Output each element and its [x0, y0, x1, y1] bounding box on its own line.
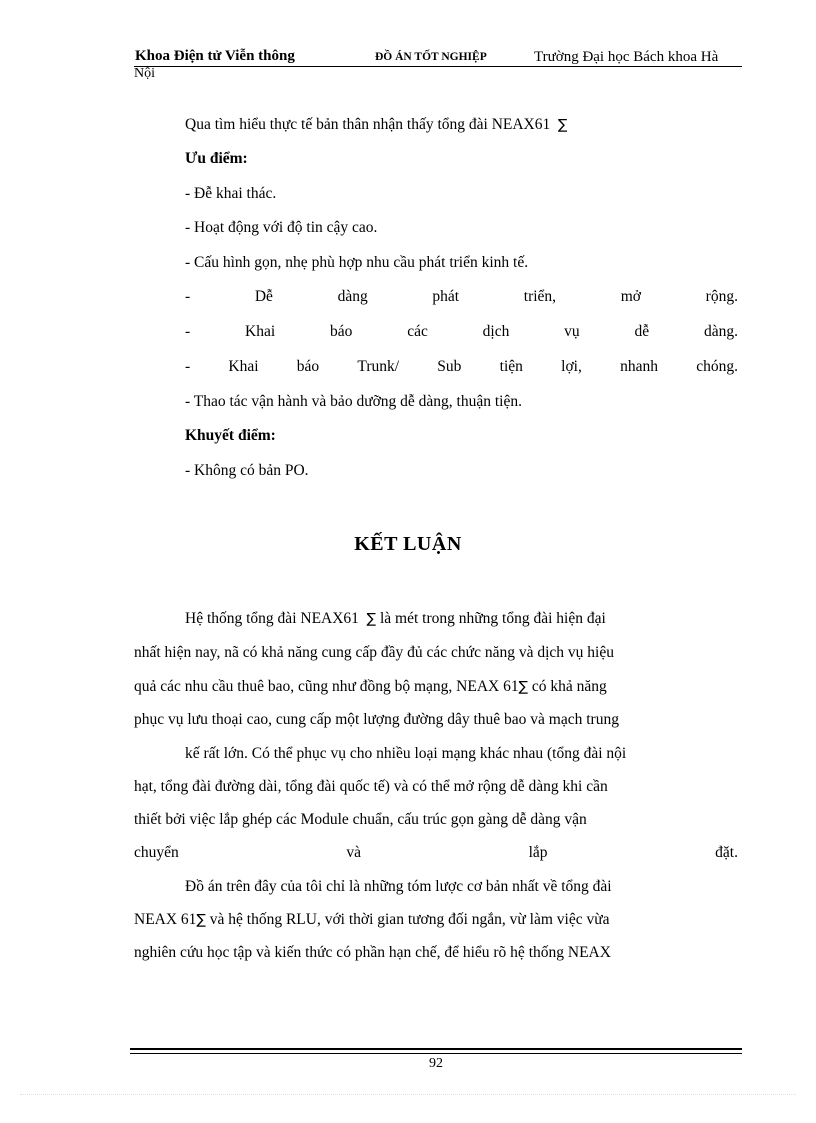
- paragraph-line: Đồ án trên đây của tôi chỉ là những tóm lược cơ bản nhất về tổng đài: [185, 878, 612, 895]
- word: -: [185, 323, 191, 340]
- sigma-symbol: ∑: [558, 117, 568, 133]
- advantage-item: - Cấu hình gọn, nhẹ phù hợp nhu cầu phát triển kinh tế.: [185, 254, 529, 271]
- paragraph-line: hạt, tổng đài đường dài, tổng đài quốc tế) và có thể mở rộng dễ dàng khi cần: [134, 778, 608, 795]
- word: lợi,: [561, 358, 582, 375]
- intro-text: Qua tìm hiểu thực tế bản thân nhận thấy tổng đài NEAX61: [185, 116, 551, 133]
- footer-rule: [130, 1053, 742, 1054]
- sigma-symbol: ∑: [366, 611, 377, 627]
- paragraph-line: nghiên cứu học tập và kiến thức có phần hạn chế, để hiểu rõ hệ thống NEAX: [134, 944, 611, 961]
- word: rộng.: [705, 288, 738, 305]
- word: đặt.: [715, 844, 738, 861]
- sigma-symbol: ∑: [196, 912, 206, 928]
- word: báo: [296, 358, 320, 375]
- conclusion-title: KẾT LUẬN: [354, 533, 462, 555]
- header-faculty: Khoa Điện tử Viễn thông: [135, 48, 295, 64]
- word: chuyển: [134, 844, 179, 861]
- advantage-item: - Thao tác vận hành và bảo dưỡng dễ dàng, thuận tiện.: [185, 393, 522, 410]
- word: -: [185, 288, 191, 305]
- word: dàng.: [703, 323, 738, 340]
- header-doc-title: ĐỒ ÁN TỐT NGHIỆP: [375, 51, 487, 63]
- paragraph-line: phục vụ lưu thoại cao, cung cấp một lượng đường dây thuê bao và mạch trung: [134, 711, 619, 728]
- word: dịch: [482, 323, 510, 340]
- text: là mét trong những tổng đài hiện đại: [379, 610, 606, 627]
- advantage-item-justified: [185, 288, 738, 306]
- paragraph-line-justified: [134, 844, 738, 862]
- paragraph-line: nhất hiện nay, nã có khả năng cung cấp đầy đủ các chức năng và dịch vụ hiệu: [134, 644, 614, 661]
- word: Sub: [437, 358, 462, 375]
- header-rule: [134, 66, 742, 67]
- paragraph-line: kế rất lớn. Có thể phục vụ cho nhiều loại mạng khác nhau (tổng đài nội: [185, 745, 627, 762]
- page-edge-dots: [20, 1094, 796, 1095]
- advantage-item-justified: [185, 323, 738, 341]
- word: chóng.: [696, 358, 738, 375]
- advantage-item: - Hoạt động với độ tin cậy cao.: [185, 219, 378, 236]
- word: Khai: [228, 358, 259, 375]
- disadvantage-item: - Không có bản PO.: [185, 462, 309, 479]
- word: các: [407, 323, 428, 340]
- word: báo: [329, 323, 353, 340]
- word: -: [185, 358, 191, 375]
- text: NEAX 61: [134, 911, 197, 928]
- sigma-symbol: ∑: [518, 679, 529, 695]
- word: Trunk/: [357, 358, 400, 375]
- footer-rule: [130, 1048, 742, 1050]
- word: dàng: [337, 288, 368, 305]
- word: lắp: [528, 844, 548, 861]
- page-number: 92: [429, 1056, 443, 1071]
- text: Hệ thống tổng đài NEAX61: [185, 610, 359, 627]
- header-university: Trường Đại học Bách khoa Hà: [534, 49, 719, 65]
- paragraph-line: thiết bởi việc lắp ghép các Module chuẩn, cấu trúc gọn gàng dễ dàng vận: [134, 811, 587, 828]
- word: triển,: [523, 288, 557, 305]
- word: vụ: [564, 323, 580, 340]
- word: dễ: [634, 323, 650, 340]
- text: và hệ thống RLU, với thời gian tương đối ngắn, vừ làm việc vừa: [209, 911, 610, 928]
- paragraph-line: [134, 678, 607, 696]
- word: Dễ: [254, 288, 273, 305]
- advantage-item-justified: [185, 358, 738, 376]
- word: nhanh: [620, 358, 658, 375]
- word: và: [346, 844, 362, 861]
- word: tiện: [499, 358, 523, 375]
- intro-line: [185, 116, 567, 134]
- text: có khả năng: [531, 678, 607, 695]
- word: phát: [432, 288, 460, 305]
- paragraph-line: [134, 911, 610, 929]
- disadvantages-heading: Khuyết điểm:: [185, 427, 276, 444]
- paragraph-line: [185, 610, 606, 628]
- advantage-item: - Đễ khai thác.: [185, 185, 277, 202]
- word: mở: [620, 288, 641, 305]
- header-university-cont: Nội: [134, 66, 155, 81]
- word: Khai: [245, 323, 276, 340]
- text: quả các nhu cầu thuê bao, cũng như đồng bộ mạng, NEAX 61: [134, 678, 519, 695]
- advantages-heading: Ưu điểm:: [185, 150, 248, 167]
